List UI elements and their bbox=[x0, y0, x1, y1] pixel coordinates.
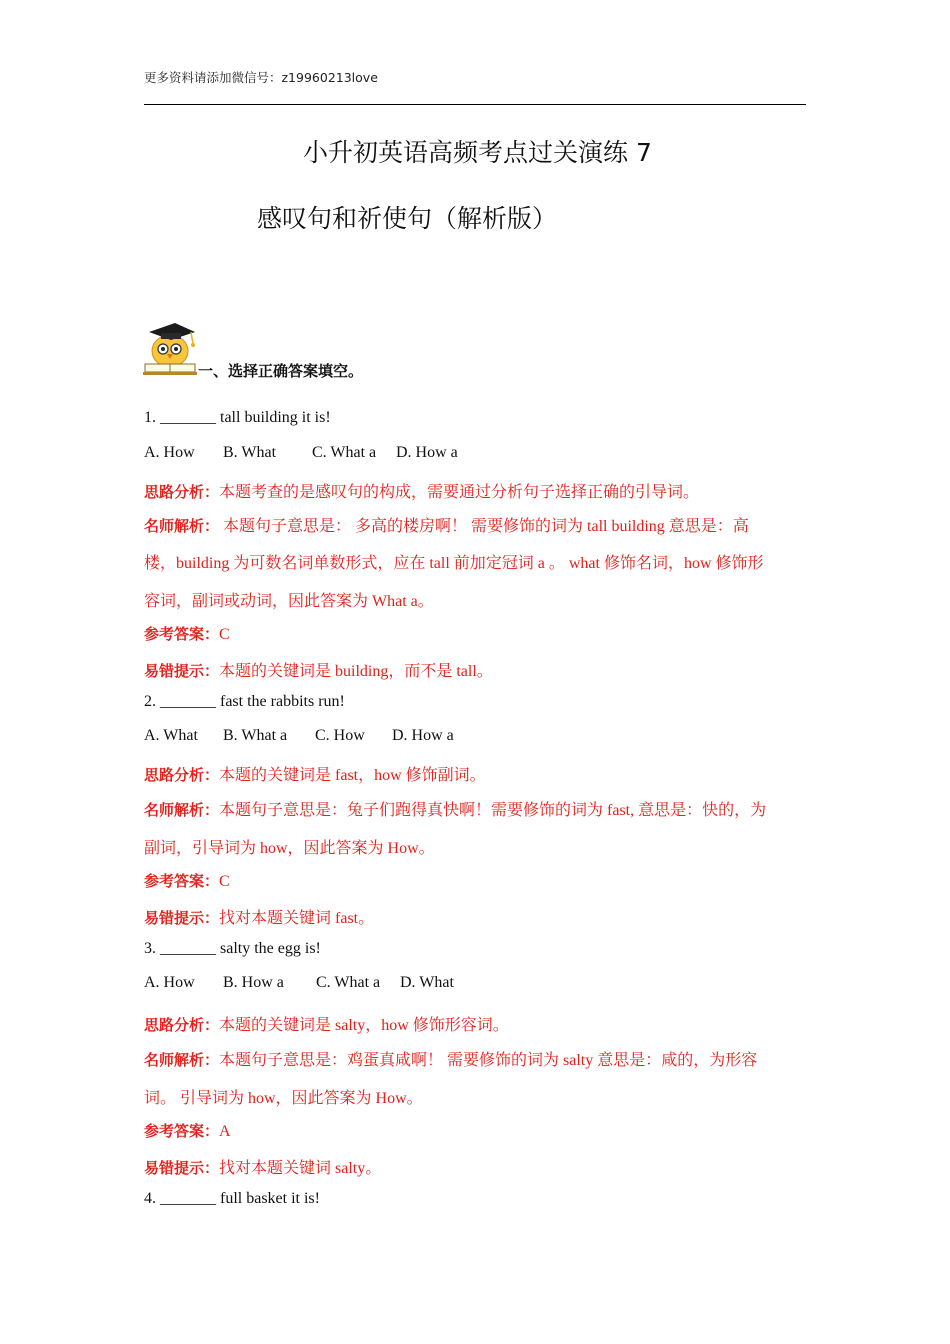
question-stem: 3. _______ salty the egg is! bbox=[144, 940, 321, 957]
document-title: 小升初英语高频考点过关演练 7 bbox=[303, 138, 652, 167]
tip-label: 易错提示： bbox=[144, 1159, 220, 1177]
explain-text: 本题句子意思是：兔子们跑得真快啊！需要修饰的词为 fast, 意思是：快的，为 bbox=[219, 802, 767, 819]
option-c: C. What a bbox=[312, 444, 377, 461]
option-c: C. What a bbox=[316, 974, 381, 991]
explain-line: 词。 引导词为 how，因此答案为 How。 bbox=[144, 1090, 423, 1107]
question-options bbox=[144, 974, 454, 992]
analysis-line bbox=[144, 1012, 509, 1035]
answer-label: 参考答案： bbox=[144, 872, 220, 890]
explain-label: 名师解析： bbox=[144, 1051, 220, 1069]
question-options bbox=[144, 727, 454, 745]
answer-line bbox=[144, 870, 230, 891]
question-stem: 2. _______ fast the rabbits run! bbox=[144, 693, 345, 710]
tip-label: 易错提示： bbox=[144, 909, 220, 927]
answer-label: 参考答案： bbox=[144, 625, 220, 643]
option-b: B. What bbox=[223, 444, 277, 461]
explain-line: 副词，引导词为 how，因此答案为 How。 bbox=[144, 840, 435, 857]
answer-label: 参考答案： bbox=[144, 1122, 220, 1140]
header-note: 更多资料请添加微信号：z19960213love bbox=[144, 70, 378, 85]
answer-line bbox=[144, 1120, 231, 1141]
explain-line: 容词，副词或动词，因此答案为 What a。 bbox=[144, 593, 434, 610]
option-b: B. How a bbox=[223, 974, 284, 991]
tip-text: 找对本题关键词 fast。 bbox=[219, 910, 375, 927]
option-d: D. How a bbox=[396, 444, 458, 461]
option-a: A. How bbox=[144, 974, 195, 991]
option-d: D. What bbox=[400, 974, 454, 991]
analysis-text: 本题的关键词是 salty，how 修饰形容词。 bbox=[219, 1017, 509, 1034]
explain-line bbox=[144, 797, 766, 820]
tip-line bbox=[144, 658, 493, 681]
option-b: B. What a bbox=[223, 727, 288, 744]
question-stem: 4. _______ full basket it is! bbox=[144, 1190, 320, 1207]
graduate-chick-icon bbox=[141, 320, 199, 378]
header-divider bbox=[144, 104, 806, 105]
answer-value: C bbox=[219, 873, 230, 890]
answer-value: C bbox=[219, 626, 230, 643]
analysis-line bbox=[144, 762, 486, 785]
explain-label: 名师解析： bbox=[144, 801, 220, 819]
analysis-label: 思路分析： bbox=[144, 483, 220, 501]
option-a: A. What bbox=[144, 727, 198, 744]
section-title: 一、选择正确答案填空。 bbox=[198, 362, 364, 380]
document-subtitle: 感叹句和祈使句（解析版） bbox=[257, 204, 558, 233]
tip-text: 找对本题关键词 salty。 bbox=[219, 1160, 382, 1177]
question-options bbox=[144, 444, 458, 462]
option-d: D. How a bbox=[392, 727, 454, 744]
option-c: C. How bbox=[315, 727, 365, 744]
tip-line bbox=[144, 1155, 381, 1178]
answer-line bbox=[144, 623, 230, 644]
explain-label: 名师解析： bbox=[144, 517, 220, 535]
analysis-label: 思路分析： bbox=[144, 766, 220, 784]
tip-line bbox=[144, 905, 374, 928]
explain-line bbox=[144, 513, 749, 536]
analysis-text: 本题考查的是感叹句的构成，需要通过分析句子选择正确的引导词。 bbox=[219, 484, 700, 501]
tip-text: 本题的关键词是 building，而不是 tall。 bbox=[219, 663, 493, 680]
answer-value: A bbox=[219, 1123, 231, 1140]
analysis-label: 思路分析： bbox=[144, 1016, 220, 1034]
explain-line: 楼，building 为可数名词单数形式，应在 tall 前加定冠词 a 。 what 修饰名词，how 修饰形 bbox=[144, 555, 764, 572]
explain-text: 本题句子意思是：鸡蛋真咸啊！ 需要修饰的词为 salty 意思是：咸的，为形容 bbox=[219, 1052, 758, 1069]
explain-line bbox=[144, 1047, 757, 1070]
explain-text: 本题句子意思是： 多高的楼房啊！ 需要修饰的词为 tall building 意思是：高 bbox=[219, 518, 749, 535]
question-stem: 1. _______ tall building it is! bbox=[144, 409, 331, 426]
analysis-line bbox=[144, 479, 699, 502]
option-a: A. How bbox=[144, 444, 195, 461]
tip-label: 易错提示： bbox=[144, 662, 220, 680]
analysis-text: 本题的关键词是 fast，how 修饰副词。 bbox=[219, 767, 486, 784]
